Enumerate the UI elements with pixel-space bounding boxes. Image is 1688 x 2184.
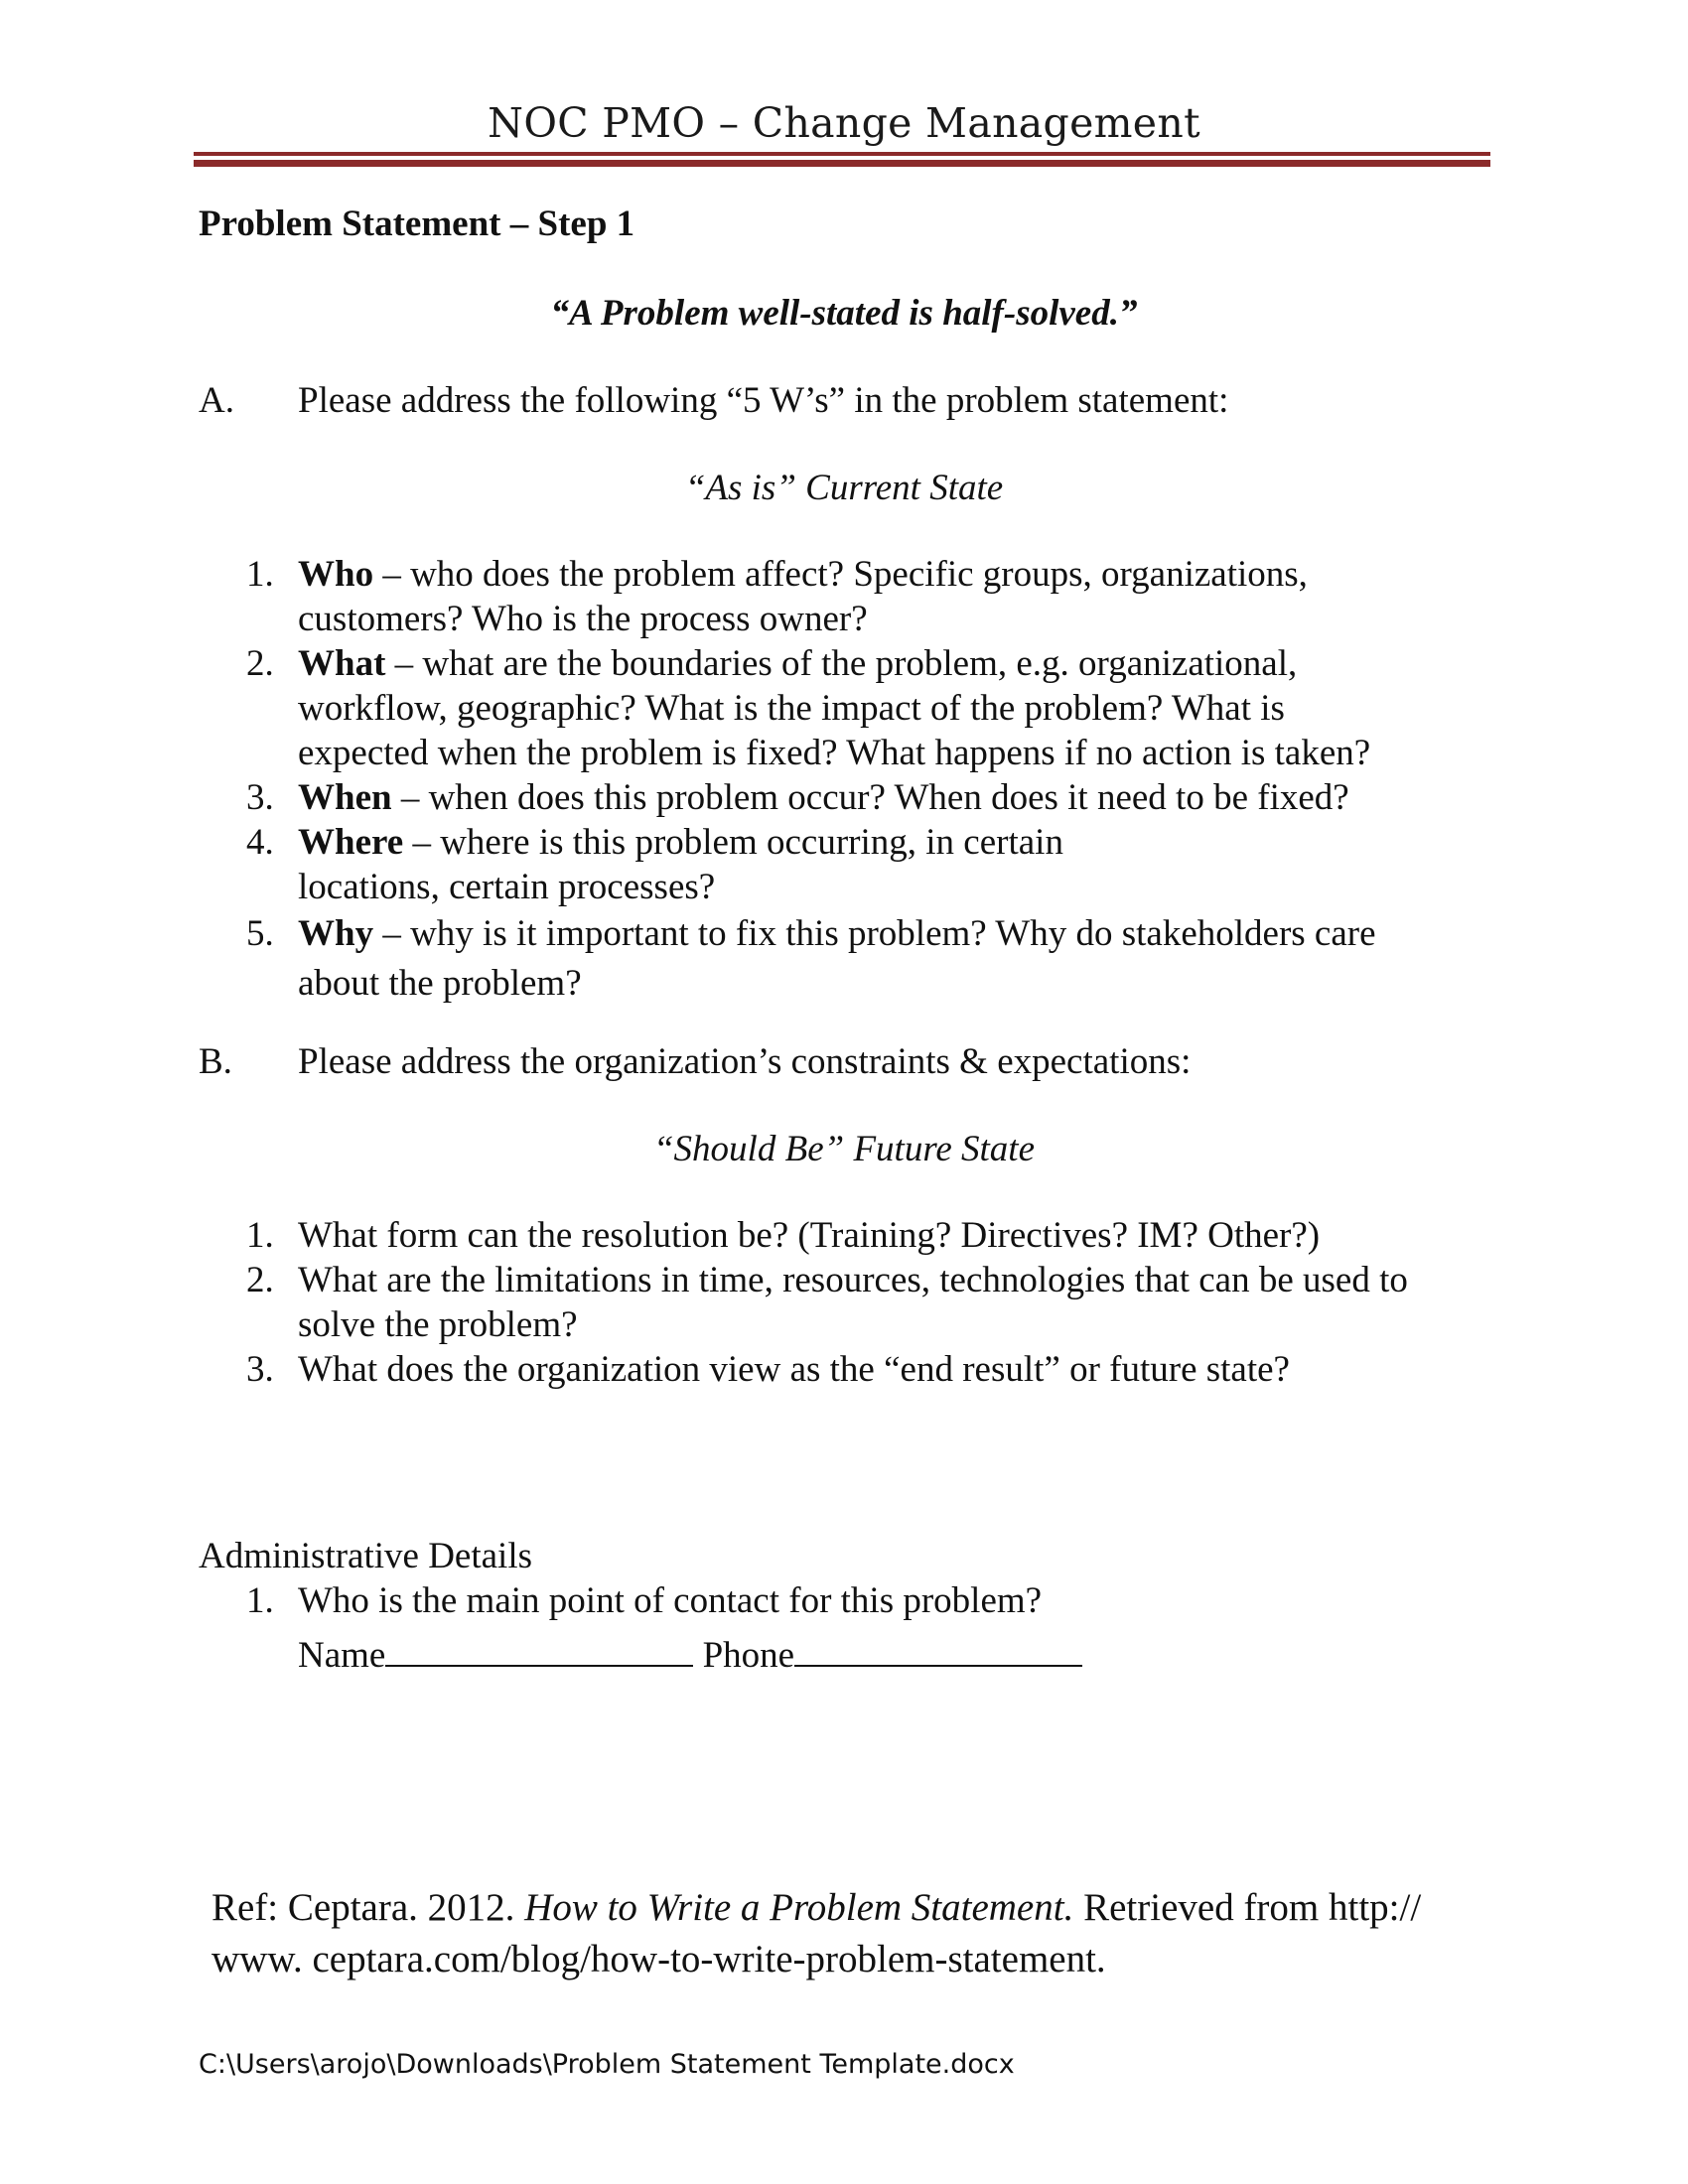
contact-fields bbox=[298, 1634, 1082, 1677]
item-label: Who bbox=[298, 554, 374, 595]
list-number: 3. bbox=[246, 777, 274, 818]
section-a-list bbox=[246, 552, 1398, 1009]
list-number: 4. bbox=[246, 822, 274, 863]
reference-citation bbox=[211, 1882, 1502, 1985]
name-blank-field[interactable] bbox=[385, 1635, 693, 1667]
list-item bbox=[246, 1347, 1477, 1392]
item-label: What bbox=[298, 643, 386, 684]
list-item bbox=[246, 775, 1398, 820]
quote: “A Problem well-stated is half-solved.” bbox=[550, 293, 1138, 334]
section-a-subtitle: “As is” Current State bbox=[684, 468, 1004, 508]
item-text: – why is it important to fix this problem? Why do stakeholders care about the problem? bbox=[298, 913, 1376, 1004]
list-number: 2. bbox=[246, 1260, 274, 1300]
phone-blank-field[interactable] bbox=[794, 1635, 1082, 1667]
item-label: When bbox=[298, 777, 392, 818]
reference-prefix: Ref: Ceptara. 2012. bbox=[211, 1886, 525, 1929]
list-item bbox=[246, 820, 1398, 909]
item-text: What form can the resolution be? (Training? Directives? IM? Other?) bbox=[298, 1215, 1321, 1256]
list-item bbox=[246, 1258, 1477, 1347]
section-a-letter: A. bbox=[199, 380, 234, 421]
list-number: 2. bbox=[246, 643, 274, 684]
item-text: Who is the main point of contact for this problem? bbox=[298, 1580, 1043, 1621]
item-label: Why bbox=[298, 913, 374, 954]
section-b-subtitle: “Should Be” Future State bbox=[652, 1129, 1036, 1169]
list-item bbox=[246, 909, 1398, 1009]
reference-suffix: Retrieved from http:// www. ceptara.com/blog/how-to-write-problem-statement. bbox=[211, 1886, 1422, 1980]
list-item bbox=[246, 1578, 1537, 1623]
section-heading: Problem Statement – Step 1 bbox=[199, 204, 635, 244]
item-text: What are the limitations in time, resources, technologies that can be used to solve the problem? bbox=[298, 1260, 1408, 1345]
section-b-list bbox=[246, 1213, 1477, 1392]
section-b-letter: B. bbox=[199, 1041, 232, 1082]
item-text: What does the organization view as the “end result” or future state? bbox=[298, 1349, 1290, 1390]
reference-title: How to Write a Problem Statement. bbox=[524, 1886, 1074, 1929]
item-text: – what are the boundaries of the problem, e.g. organizational, workflow, geographic? What is the impact of the problem? What is expected when the problem is fixed? What happens if no action is taken? bbox=[298, 643, 1371, 773]
section-a-text: Please address the following “5 W’s” in the problem statement: bbox=[298, 380, 1229, 421]
item-text: – who does the problem affect? Specific groups, organizations, customers? Who is the process owner? bbox=[298, 554, 1308, 639]
phone-label: Phone bbox=[702, 1635, 795, 1676]
header-rule-thin bbox=[194, 152, 1490, 156]
header-rule-thick bbox=[194, 160, 1490, 167]
item-label: Where bbox=[298, 822, 404, 863]
admin-details-title: Administrative Details bbox=[199, 1536, 533, 1576]
list-number: 1. bbox=[246, 1580, 274, 1621]
list-number: 1. bbox=[246, 1215, 274, 1256]
list-item bbox=[246, 641, 1398, 775]
list-number: 1. bbox=[246, 554, 274, 595]
item-text: – where is this problem occurring, in certain locations, certain processes? bbox=[298, 822, 1063, 907]
name-label: Name bbox=[298, 1635, 386, 1676]
list-number: 5. bbox=[246, 913, 274, 954]
list-item bbox=[246, 1213, 1477, 1258]
item-text: – when does this problem occur? When does it need to be fixed? bbox=[391, 777, 1349, 818]
list-item bbox=[246, 552, 1398, 641]
list-number: 3. bbox=[246, 1349, 274, 1390]
section-b-text: Please address the organization’s constraints & expectations: bbox=[298, 1041, 1192, 1082]
admin-list bbox=[246, 1578, 1537, 1623]
file-path-footer: C:\Users\arojo\Downloads\Problem Statement Template.docx bbox=[199, 2049, 1015, 2080]
page-header-title: NOC PMO – Change Management bbox=[488, 99, 1200, 147]
